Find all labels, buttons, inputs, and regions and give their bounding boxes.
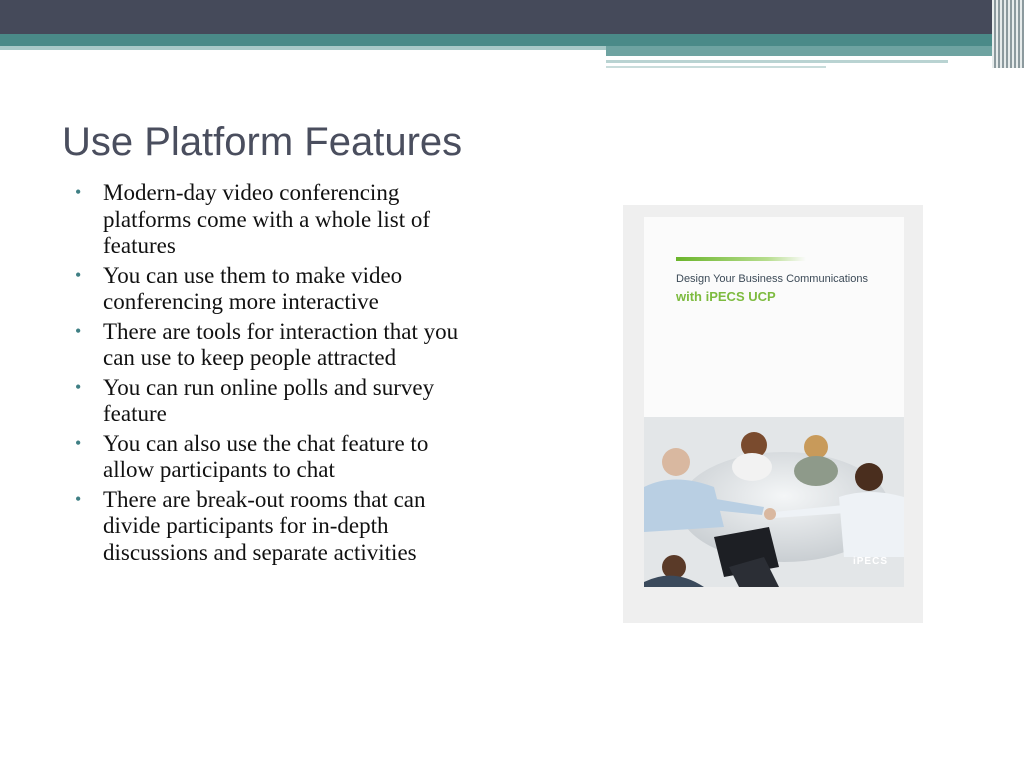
person-head [662, 555, 686, 579]
brochure-brand-logo: iPECS [852, 556, 888, 567]
brochure-subtitle: with iPECS UCP [676, 289, 776, 304]
header-accent-line [0, 46, 606, 50]
bullet-text: Modern-day video conferencing platforms come with a whole list of features [103, 180, 431, 258]
bullet-item [75, 180, 475, 260]
bullet-icon: • [75, 432, 82, 453]
bullet-list [75, 180, 475, 569]
brochure-image-frame [623, 205, 923, 623]
header-accent-line-2 [606, 60, 948, 63]
brochure-title: Design Your Business Communications [676, 273, 868, 285]
bullet-item [75, 319, 475, 372]
bullet-text: There are break-out rooms that can divide participants for in-depth discussions and separate activities [103, 486, 426, 565]
bullet-text: You can run online polls and survey feature [103, 374, 435, 426]
person-body [839, 492, 904, 557]
brochure-cover [644, 217, 904, 587]
header-teal-band [0, 34, 1024, 46]
brochure-accent-bar [676, 257, 806, 261]
bullet-icon: • [75, 376, 82, 397]
bullet-text: You can use them to make video conferencing more interactive [103, 262, 403, 314]
handshake [764, 508, 776, 520]
person-head [662, 448, 690, 476]
bullet-item [75, 431, 475, 484]
bullet-icon: • [75, 182, 82, 202]
header-stripes [992, 0, 1024, 68]
person-head [804, 435, 828, 459]
slide-title: Use Platform Features [62, 120, 463, 164]
bullet-icon: • [75, 264, 82, 285]
header-accent-block [606, 46, 1024, 56]
header-accent-line-3 [606, 66, 826, 68]
bullet-item [75, 375, 475, 428]
person-body [794, 456, 838, 486]
bullet-icon: • [75, 488, 82, 509]
header-dark-band [0, 0, 1024, 34]
bullet-item [75, 487, 475, 567]
bullet-icon: • [75, 320, 82, 341]
bullet-item [75, 263, 475, 316]
person-head [855, 463, 883, 491]
bullet-text: There are tools for interaction that you can use to keep people attracted [103, 318, 459, 370]
person-body [732, 453, 772, 481]
bullet-text: You can also use the chat feature to allow participants to chat [103, 430, 429, 482]
